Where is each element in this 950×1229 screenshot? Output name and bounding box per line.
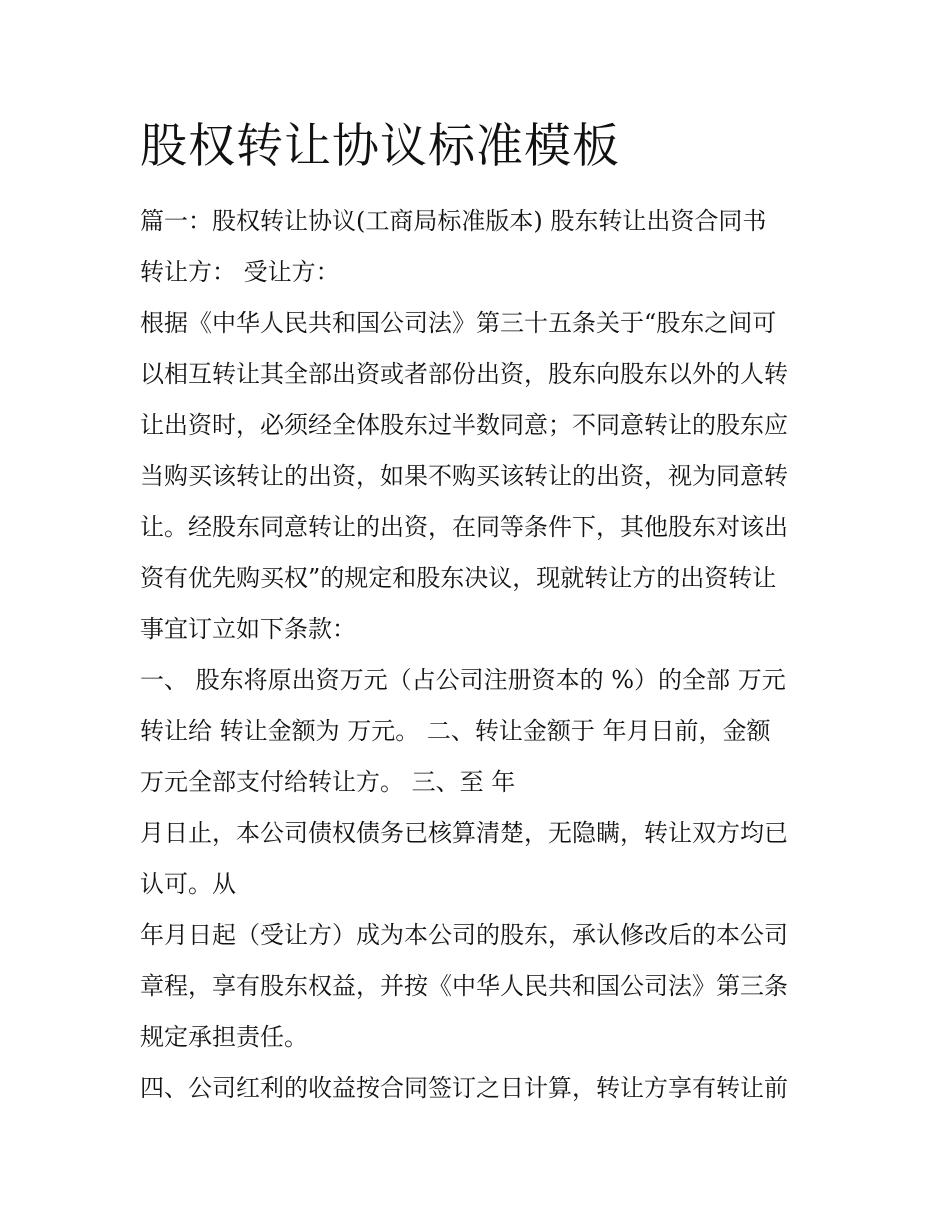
body-line: 章程，享有股东权益，并按《中华人民共和国公司法》第三条 [140,972,788,1000]
body-line: 转让方： 受让方： [140,258,340,286]
body-line: 万元全部支付给转让方。 三、至 年 [140,768,516,796]
body-line: 资有优先购买权”的规定和股东决议，现就转让方的出资转让 [140,564,777,592]
document-body [140,196,820,1114]
body-line: 一、 股东将原出资万元（占公司注册资本的 %）的全部 万元 [140,666,786,694]
body-line: 根据《中华人民共和国公司法》第三十五条关于“股东之间可 [140,309,777,337]
body-line: 篇一：股权转让协议(工商局标准版本) 股东转让出资合同书 [140,207,767,235]
body-line: 转让给 转让金额为 万元。 二、转让金额于 年月日前，金额 [140,717,771,745]
body-line: 事宜订立如下条款： [140,615,356,643]
body-line: 月日止，本公司债权债务已核算清楚，无隐瞒，转让双方均已 [140,819,788,847]
body-line: 规定承担责任。 [140,1023,308,1051]
body-line: 年月日起（受让方）成为本公司的股东，承认修改后的本公司 [140,921,788,949]
body-line: 当购买该转让的出资，如果不购买该转让的出资，视为同意转 [140,462,788,490]
document-title: 股权转让协议标准模板 [140,119,620,174]
body-line: 让出资时，必须经全体股东过半数同意；不同意转让的股东应 [140,411,788,439]
body-line: 以相互转让其全部出资或者部份出资，股东向股东以外的人转 [140,360,788,388]
body-line: 四、公司红利的收益按合同签订之日计算，转让方享有转让前 [140,1074,788,1102]
body-line: 让。经股东同意转让的出资，在同等条件下，其他股东对该出 [140,513,788,541]
body-line: 认可。从 [140,870,236,898]
